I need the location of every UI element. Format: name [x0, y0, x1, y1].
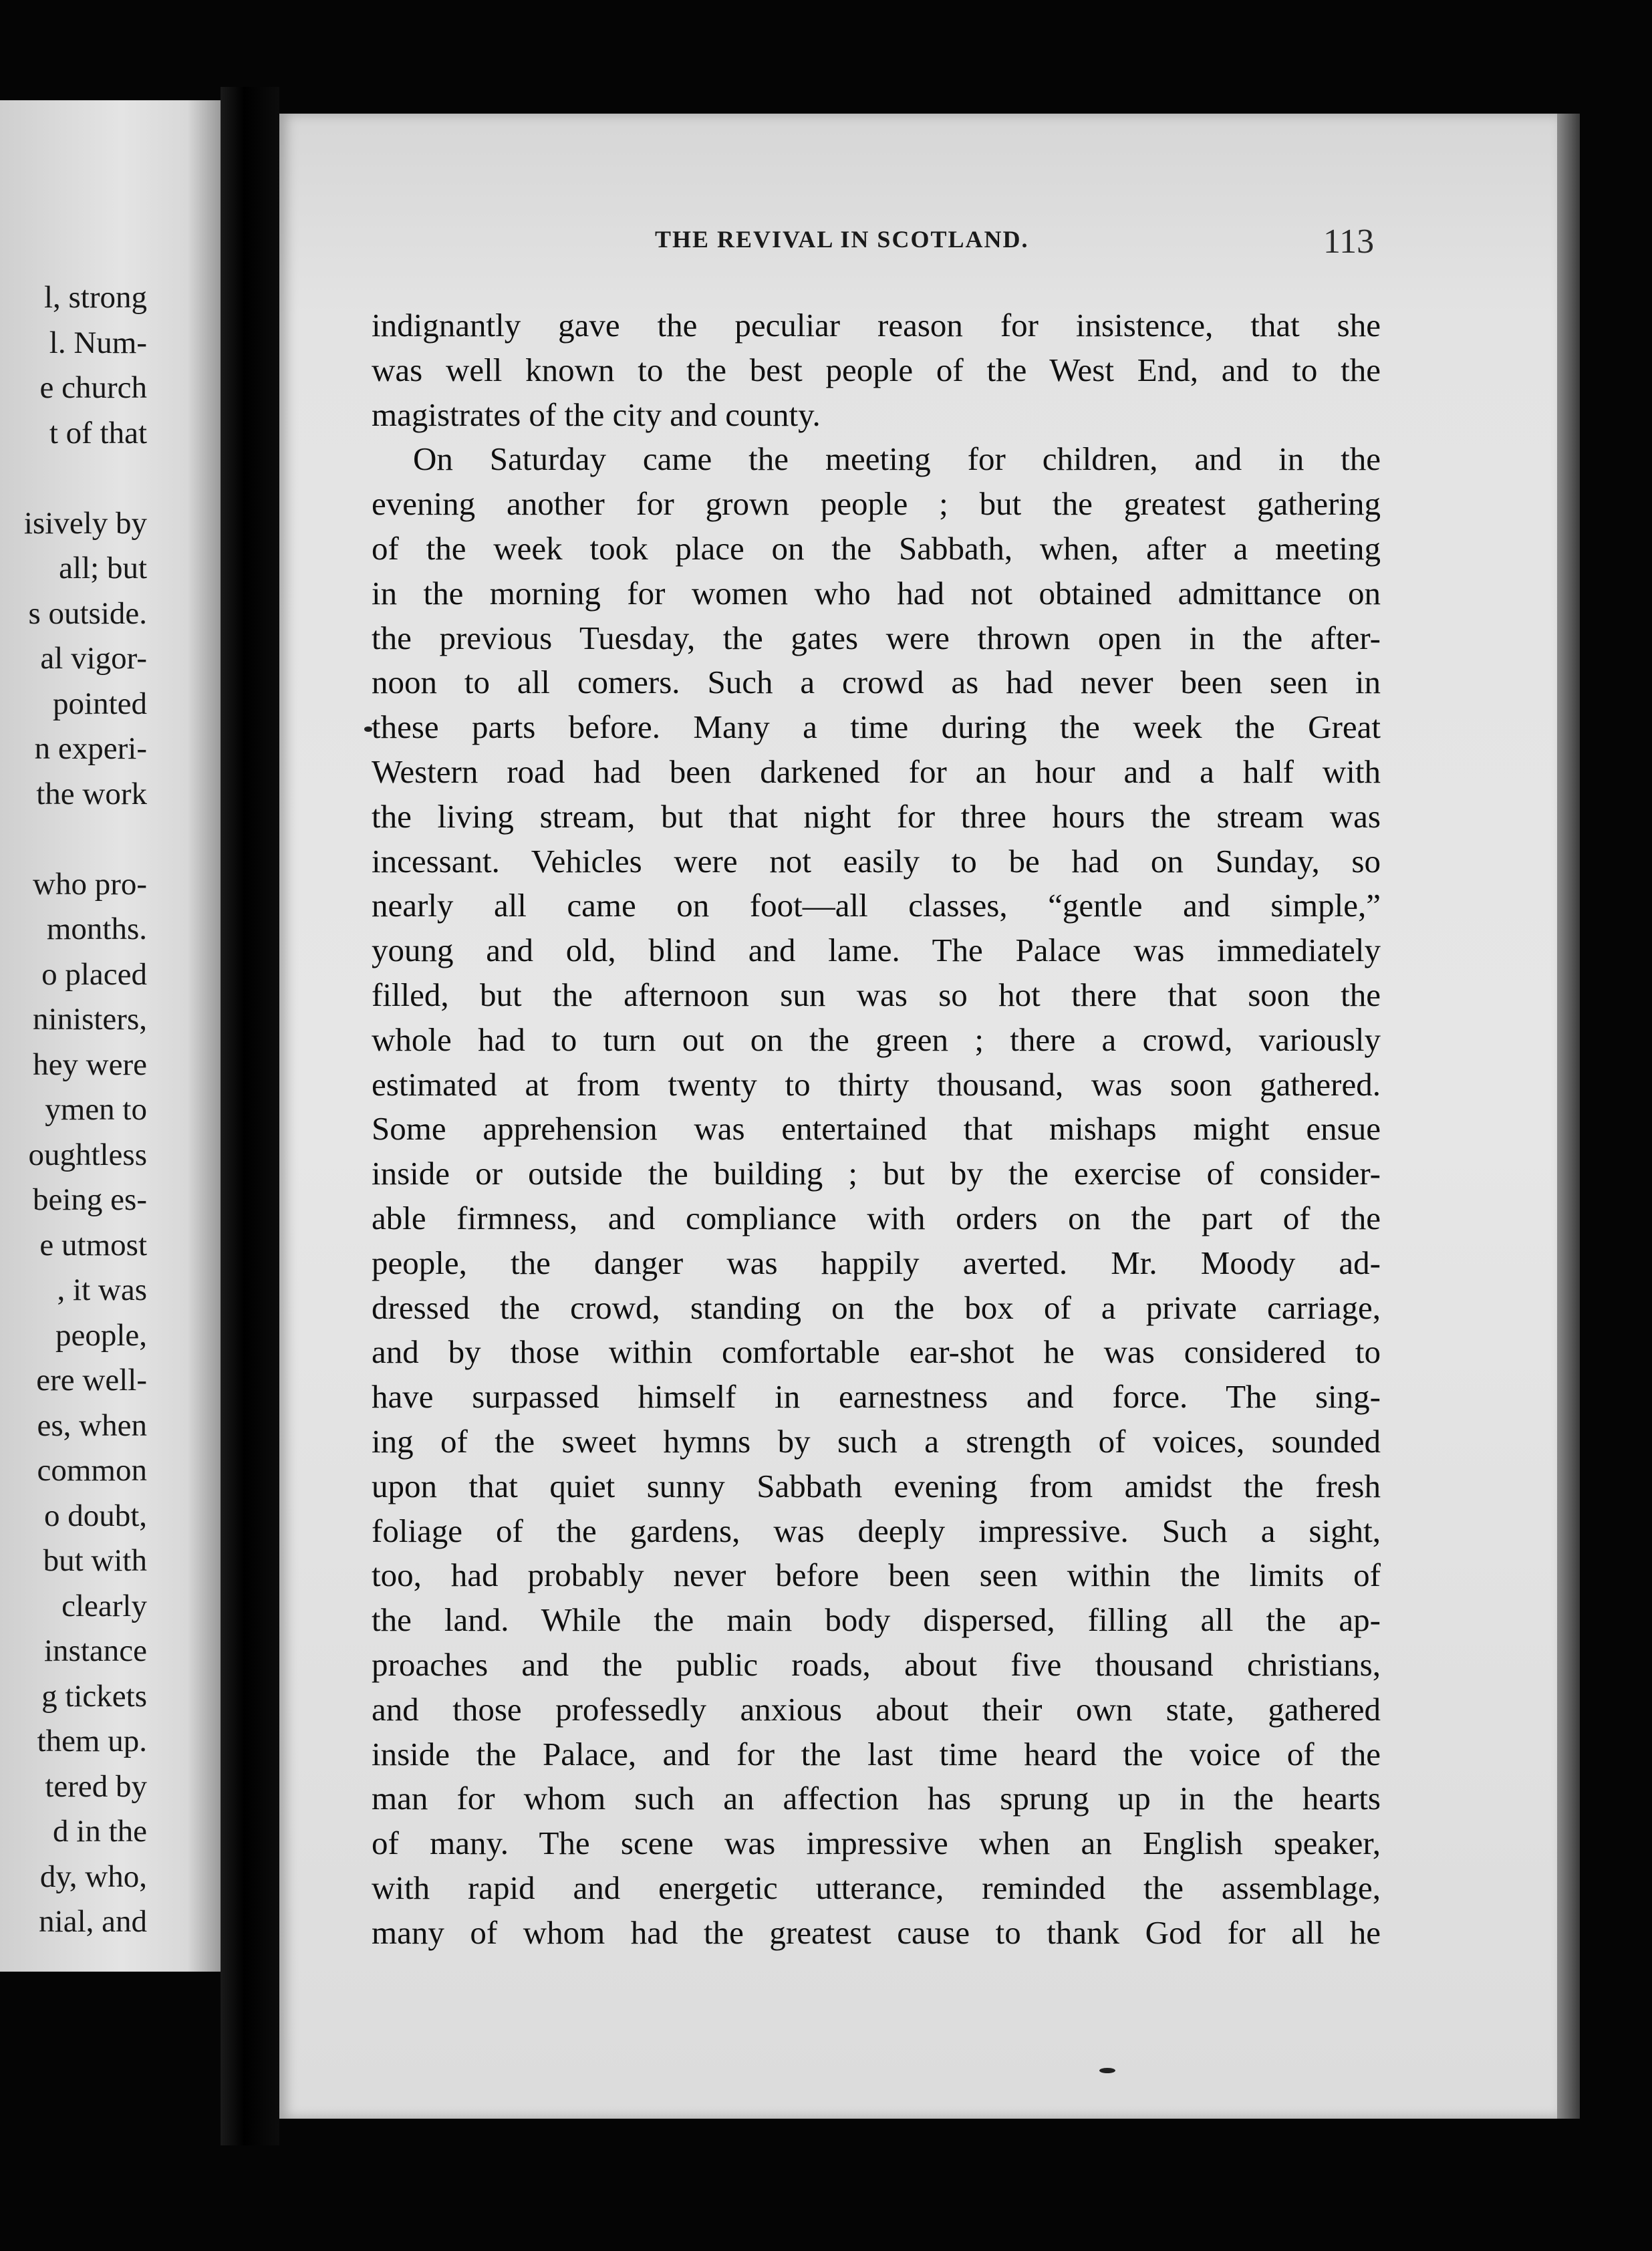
body-text: [372, 303, 1381, 1955]
left-page-line: isively by: [23, 505, 147, 541]
body-line: with rapid and energetic utterance, reminded the assemblage,: [372, 1869, 1381, 1906]
left-page-line: t of that: [49, 415, 147, 450]
body-line: nearly all came on foot—all classes, “gentle and simple,”: [372, 887, 1381, 924]
body-line: foliage of the gardens, was deeply impressive. Such a sight,: [372, 1512, 1381, 1549]
body-line: young and old, blind and lame. The Palace was immediately: [372, 932, 1381, 969]
left-facing-page: [0, 100, 221, 1972]
body-line: the living stream, but that night for three hours the stream was: [372, 797, 1381, 835]
body-line: the previous Tuesday, the gates were thrown open in the after-: [372, 619, 1381, 656]
body-line: ing of the sweet hymns by such a strength of voices, sounded: [372, 1422, 1381, 1460]
body-line: able firmness, and compliance with orders on the part of the: [372, 1199, 1381, 1236]
left-page-line: but with: [43, 1543, 147, 1578]
left-page-line: clearly: [61, 1588, 147, 1623]
left-page-line: g tickets: [41, 1678, 147, 1714]
body-line: proaches and the public roads, about five thousand christians,: [372, 1645, 1381, 1683]
left-page-line: e church: [39, 370, 147, 405]
left-page-text: [24, 275, 147, 1945]
left-page-line: dy, who,: [39, 1859, 147, 1894]
left-page-line: hey were: [33, 1047, 147, 1082]
body-line: and by those within comfortable ear-shot he was considered to: [372, 1333, 1381, 1371]
body-line: Western road had been darkened for an hour and a half with: [372, 753, 1381, 790]
body-line: of many. The scene was impressive when an English speaker,: [372, 1825, 1381, 1862]
body-line: man for whom such an affection has sprung up in the hearts: [372, 1780, 1381, 1817]
left-page-line: ninisters,: [32, 1002, 147, 1037]
left-page-line: who pro-: [33, 866, 147, 902]
left-page-line: nial, and: [39, 1904, 147, 1939]
left-page-line: ymen to: [45, 1092, 147, 1127]
left-page-line: common: [37, 1453, 147, 1488]
body-line: incessant. Vehicles were not easily to be had on Sunday, so: [372, 842, 1381, 880]
body-line: noon to all comers. Such a crowd as had never been seen in: [372, 664, 1381, 701]
left-page-line: o doubt,: [43, 1498, 147, 1533]
body-line: dressed the crowd, standing on the box of a private carriage,: [372, 1289, 1381, 1326]
left-page-line: d in the: [53, 1814, 147, 1849]
body-line: magistrates of the city and county.: [372, 396, 821, 433]
left-page-line: es, when: [37, 1408, 147, 1443]
body-line: evening another for grown people ; but the greatest gathering: [372, 485, 1381, 523]
left-page-line: s outside.: [28, 595, 147, 631]
book-gutter: [221, 87, 279, 2145]
left-page-line: oughtless: [28, 1137, 147, 1172]
body-line: was well known to the best people of the West End, and to the: [372, 351, 1381, 388]
left-page-line: al vigor-: [40, 641, 147, 676]
body-line: and those professedly anxious about their own state, gathered: [372, 1690, 1381, 1728]
body-line: too, had probably never before been seen within the limits of: [372, 1557, 1381, 1594]
left-page-line: instance: [44, 1633, 147, 1668]
right-page-edge: [1557, 114, 1580, 2119]
left-page-line: months.: [46, 912, 147, 946]
left-page-line: the work: [36, 776, 147, 811]
body-line: upon that quiet sunny Sabbath evening from amidst the fresh: [372, 1467, 1381, 1504]
body-line: On Saturday came the meeting for children, and in the: [413, 440, 1381, 478]
body-line: inside or outside the building ; but by the exercise of consider-: [372, 1155, 1381, 1192]
left-page-line: [24, 456, 147, 501]
left-page-line: them up.: [37, 1724, 147, 1758]
body-line: indignantly gave the peculiar reason for insistence, that she: [372, 307, 1381, 344]
body-line: many of whom had the greatest cause to thank God for all he: [372, 1913, 1381, 1951]
body-line: whole had to turn out on the green ; there a crowd, variously: [372, 1021, 1381, 1058]
body-line: estimated at from twenty to thirty thousand, was soon gathered.: [372, 1065, 1381, 1103]
left-page-line: tered by: [45, 1768, 147, 1804]
left-page-line: ere well-: [36, 1363, 147, 1398]
left-page-line: l. Num-: [49, 325, 147, 360]
body-line: filled, but the afternoon sun was so hot there that soon the: [372, 976, 1381, 1013]
left-page-line: people,: [55, 1317, 147, 1353]
body-line: inside the Palace, and for the last time heard the voice of the: [372, 1735, 1381, 1772]
left-page-line: o placed: [41, 956, 147, 992]
body-line: Some apprehension was entertained that mishaps might ensue: [372, 1110, 1381, 1148]
body-line: of the week took place on the Sabbath, when, after a meeting: [372, 529, 1381, 567]
page-number: 113: [1323, 223, 1375, 261]
left-page-line: [24, 817, 147, 862]
body-line: have surpassed himself in earnestness and force. The sing-: [372, 1378, 1381, 1416]
left-page-line: l, strong: [43, 280, 147, 315]
body-line: the land. While the main body dispersed, filling all the ap-: [372, 1601, 1381, 1639]
margin-mark: [1099, 2068, 1115, 2073]
left-page-line: , it was: [57, 1273, 147, 1307]
body-line: people, the danger was happily averted. Mr. Moody ad-: [372, 1244, 1381, 1281]
left-page-line: pointed: [53, 686, 147, 721]
body-line: in the morning for women who had not obtained admittance on: [372, 574, 1381, 612]
left-page-line: e utmost: [39, 1227, 147, 1263]
left-page-line: n experi-: [34, 731, 147, 766]
running-head: THE REVIVAL IN SCOTLAND.: [655, 226, 1029, 253]
left-page-line: all; but: [59, 551, 147, 585]
body-line: these parts before. Many a time during the week the Great: [372, 708, 1381, 746]
left-page-line: being es-: [33, 1182, 147, 1217]
